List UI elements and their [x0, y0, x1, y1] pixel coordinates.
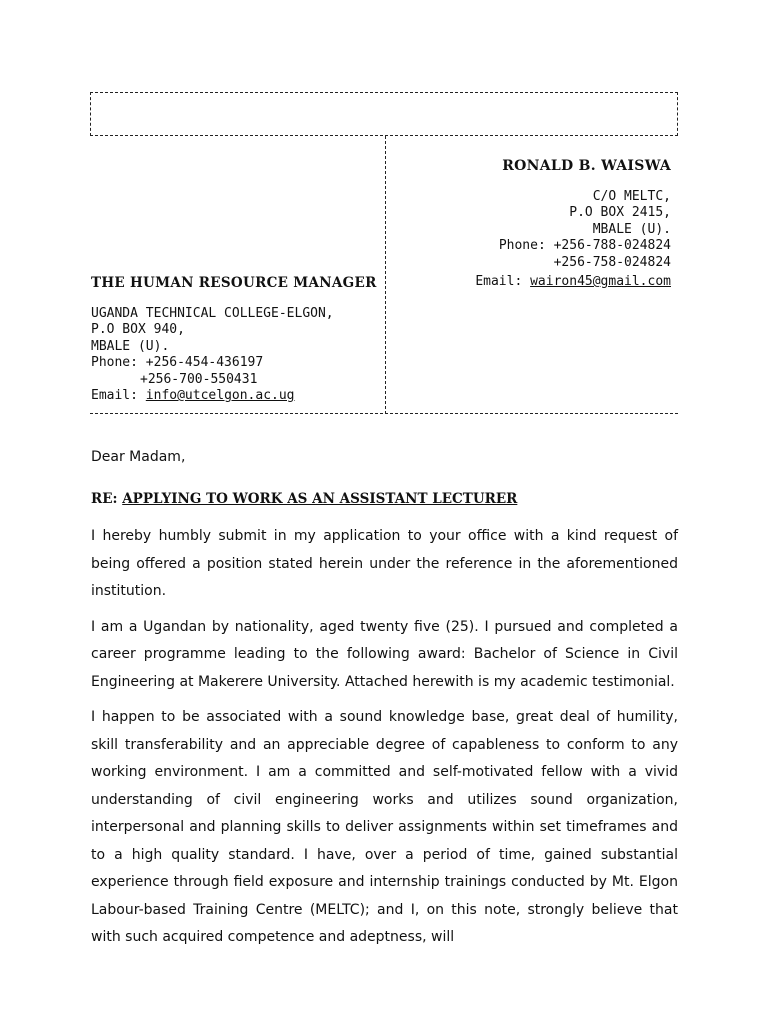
recipient-email-line — [91, 388, 377, 405]
body-paragraph: I am a Ugandan by nationality, aged twenty five (25). I pursued and completed a career programme leading to the following award: Bachelor of Science in Civil Engineering at Makerere University. Attached herewith is my academic testimonial. — [91, 618, 678, 690]
sender-email-line — [475, 274, 671, 291]
letter-body — [91, 444, 678, 960]
sender-address-block — [475, 158, 671, 291]
salutation: Dear Madam, — [91, 449, 186, 465]
subject-line — [91, 486, 678, 514]
recipient-title: THE HUMAN RESOURCE MANAGER — [91, 275, 377, 291]
address-divider-vertical — [385, 136, 386, 414]
sender-address-line: P.O BOX 2415, — [569, 205, 671, 220]
sender-phone-alt: +256-758-024824 — [553, 254, 671, 270]
recipient-phone: Phone: +256-454-436197 — [91, 355, 264, 370]
recipient-email-label: Email: — [91, 388, 146, 403]
letterhead-box — [90, 92, 678, 136]
recipient-phone-alt: +256-700-550431 — [140, 371, 258, 387]
sender-email-label: Email: — [475, 274, 531, 289]
sender-email-link[interactable]: wairon45@gmail.com — [530, 274, 671, 289]
sender-address-line: C/O MELTC, — [592, 188, 671, 204]
body-paragraph: I hereby humbly submit in my application to your office with a kind request of being offered a position stated herein under the reference in the aforementioned institution. — [91, 528, 678, 599]
recipient-town: MBALE (U). — [91, 338, 170, 354]
body-paragraph: I happen to be associated with a sound knowledge base, great deal of humility, skill transferability and an appreciable degree of capableness to conform to any working environment. I am a committed and self-motivated fellow with a vivid understanding of civil engineering works and utilizes sound organization, interpersonal and planning skills to deliver assignments within set timeframes and to a high quality standard. I have, over a period of time, gained substantial experience through field exposure and internship trainings conducted by Mt. Elgon Labour-based Training Centre (MELTC); and I, on this note, strongly believe that with such acquired competence and adeptness, will — [91, 709, 678, 945]
sender-address-line: MBALE (U). — [592, 221, 671, 237]
sender-phone: Phone: +256-788-024824 — [498, 238, 671, 253]
recipient-email-link[interactable]: info@utcelgon.ac.ug — [145, 388, 295, 403]
sender-name: RONALD B. WAISWA — [502, 158, 671, 174]
recipient-box: P.O BOX 940, — [91, 322, 185, 337]
recipient-institution: UGANDA TECHNICAL COLLEGE-ELGON, — [91, 305, 334, 321]
subject-text: APPLYING TO WORK AS AN ASSISTANT LECTURER — [122, 490, 518, 507]
subject-prefix: RE: — [91, 490, 123, 507]
address-divider-horizontal — [90, 413, 678, 414]
recipient-address-block — [91, 275, 377, 405]
